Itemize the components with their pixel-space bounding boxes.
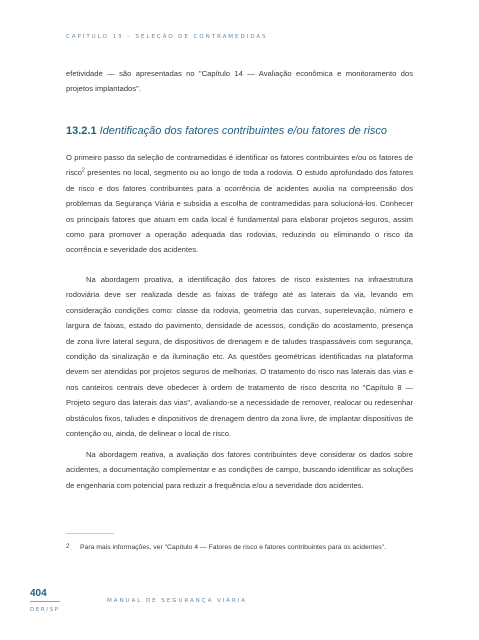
footnote-divider	[66, 533, 114, 534]
page-number: 404	[30, 588, 47, 599]
footnote-text: Para mais informações, ver "Capítulo 4 — Fatores de risco e fatores contribuintes para os acidentes".	[80, 544, 386, 551]
section-heading	[66, 121, 416, 139]
intro-paragraph: efetividade — são apresentadas no "Capítulo 14 — Avaliação econômica e monitoramento dos projetos implantados".	[66, 69, 413, 94]
footer-title: MANUAL DE SEGURANÇA VIÁRIA	[107, 598, 248, 604]
paragraph-2-block	[66, 272, 413, 441]
paragraph-1	[66, 150, 413, 258]
publisher-brand: DER/SP	[30, 607, 60, 613]
intro-block	[66, 66, 413, 97]
paragraph-3-block	[66, 447, 413, 493]
paragraph-2: Na abordagem proativa, a identificação dos fatores de risco existentes na infraestrutura rodoviária deve ser realizada desde as faixas de tráfego até as laterais da via, levando em consideração condições como: classe da rodovia, geometria das curvas, superelevação, número e largura de faixas, estado do pavimento, densidade de acessos, condição do acostamento, presença de zona livre lateral segura, de dispositivos de drenagem e de taludes traspassáveis com segurança, condição da sinalização e da iluminação etc. As questões geométricas identificadas na plataforma devem ser atendidas por projetos seguros de melhorias. O tratamento do risco nas laterais das vias e nos canteiros centrais deve obedecer à ordem de tratamento de risco descrita no "Capítulo 8 — Projeto seguro das laterais das vias", avaliando-se a necessidade de remover, realocar ou redesenhar obstáculos fixos, taludes e dispositivos de drenagem dentro da zona livre, de implantar dispositivos de contenção ou, ainda, de delinear o local de risco.	[66, 275, 413, 439]
paragraph-1-start: O primeiro passo da seleção de contramedidas é identificar os fatores contribuintes e/ou os fatores de risco	[66, 153, 413, 178]
page-number-divider	[30, 601, 60, 602]
paragraph-1-block	[66, 150, 413, 258]
footnote-number: 2	[66, 544, 70, 550]
chapter-header: CAPÍTULO 13 – SELEÇÃO DE CONTRAMEDIDAS	[66, 34, 268, 40]
paragraph-3: Na abordagem reativa, a avaliação dos fatores contribuintes deve considerar os dados sobre acidentes, a documentação complementar e as condições de campo, buscando identificar as soluções de engenharia com potencial para reduzir a frequência e/ou a severidade dos acidentes.	[66, 450, 413, 490]
footnote	[66, 542, 413, 553]
footnote-reference[interactable]: 2	[82, 167, 85, 174]
section-number: 13.2.1	[66, 125, 97, 137]
section-title: Identificação dos fatores contribuintes e/ou fatores de risco	[99, 125, 387, 137]
paragraph-1-end: presentes no local, segmento ou ao longo de toda a rodovia. O estudo aprofundado dos fatores de risco e dos fatores contribuintes para a ocorrência de acidentes auxilia na compreensão dos problemas da Segurança Viária e subsidia a escolha de contramedidas para solucioná-los. Conhecer os principais fatores que atuam em cada local é fundamental para elaborar projetos seguros, assim como para promover a operação adequada das rodovias, reduzindo ou eliminando o risco da ocorrência e severidade dos acidentes.	[66, 168, 413, 255]
